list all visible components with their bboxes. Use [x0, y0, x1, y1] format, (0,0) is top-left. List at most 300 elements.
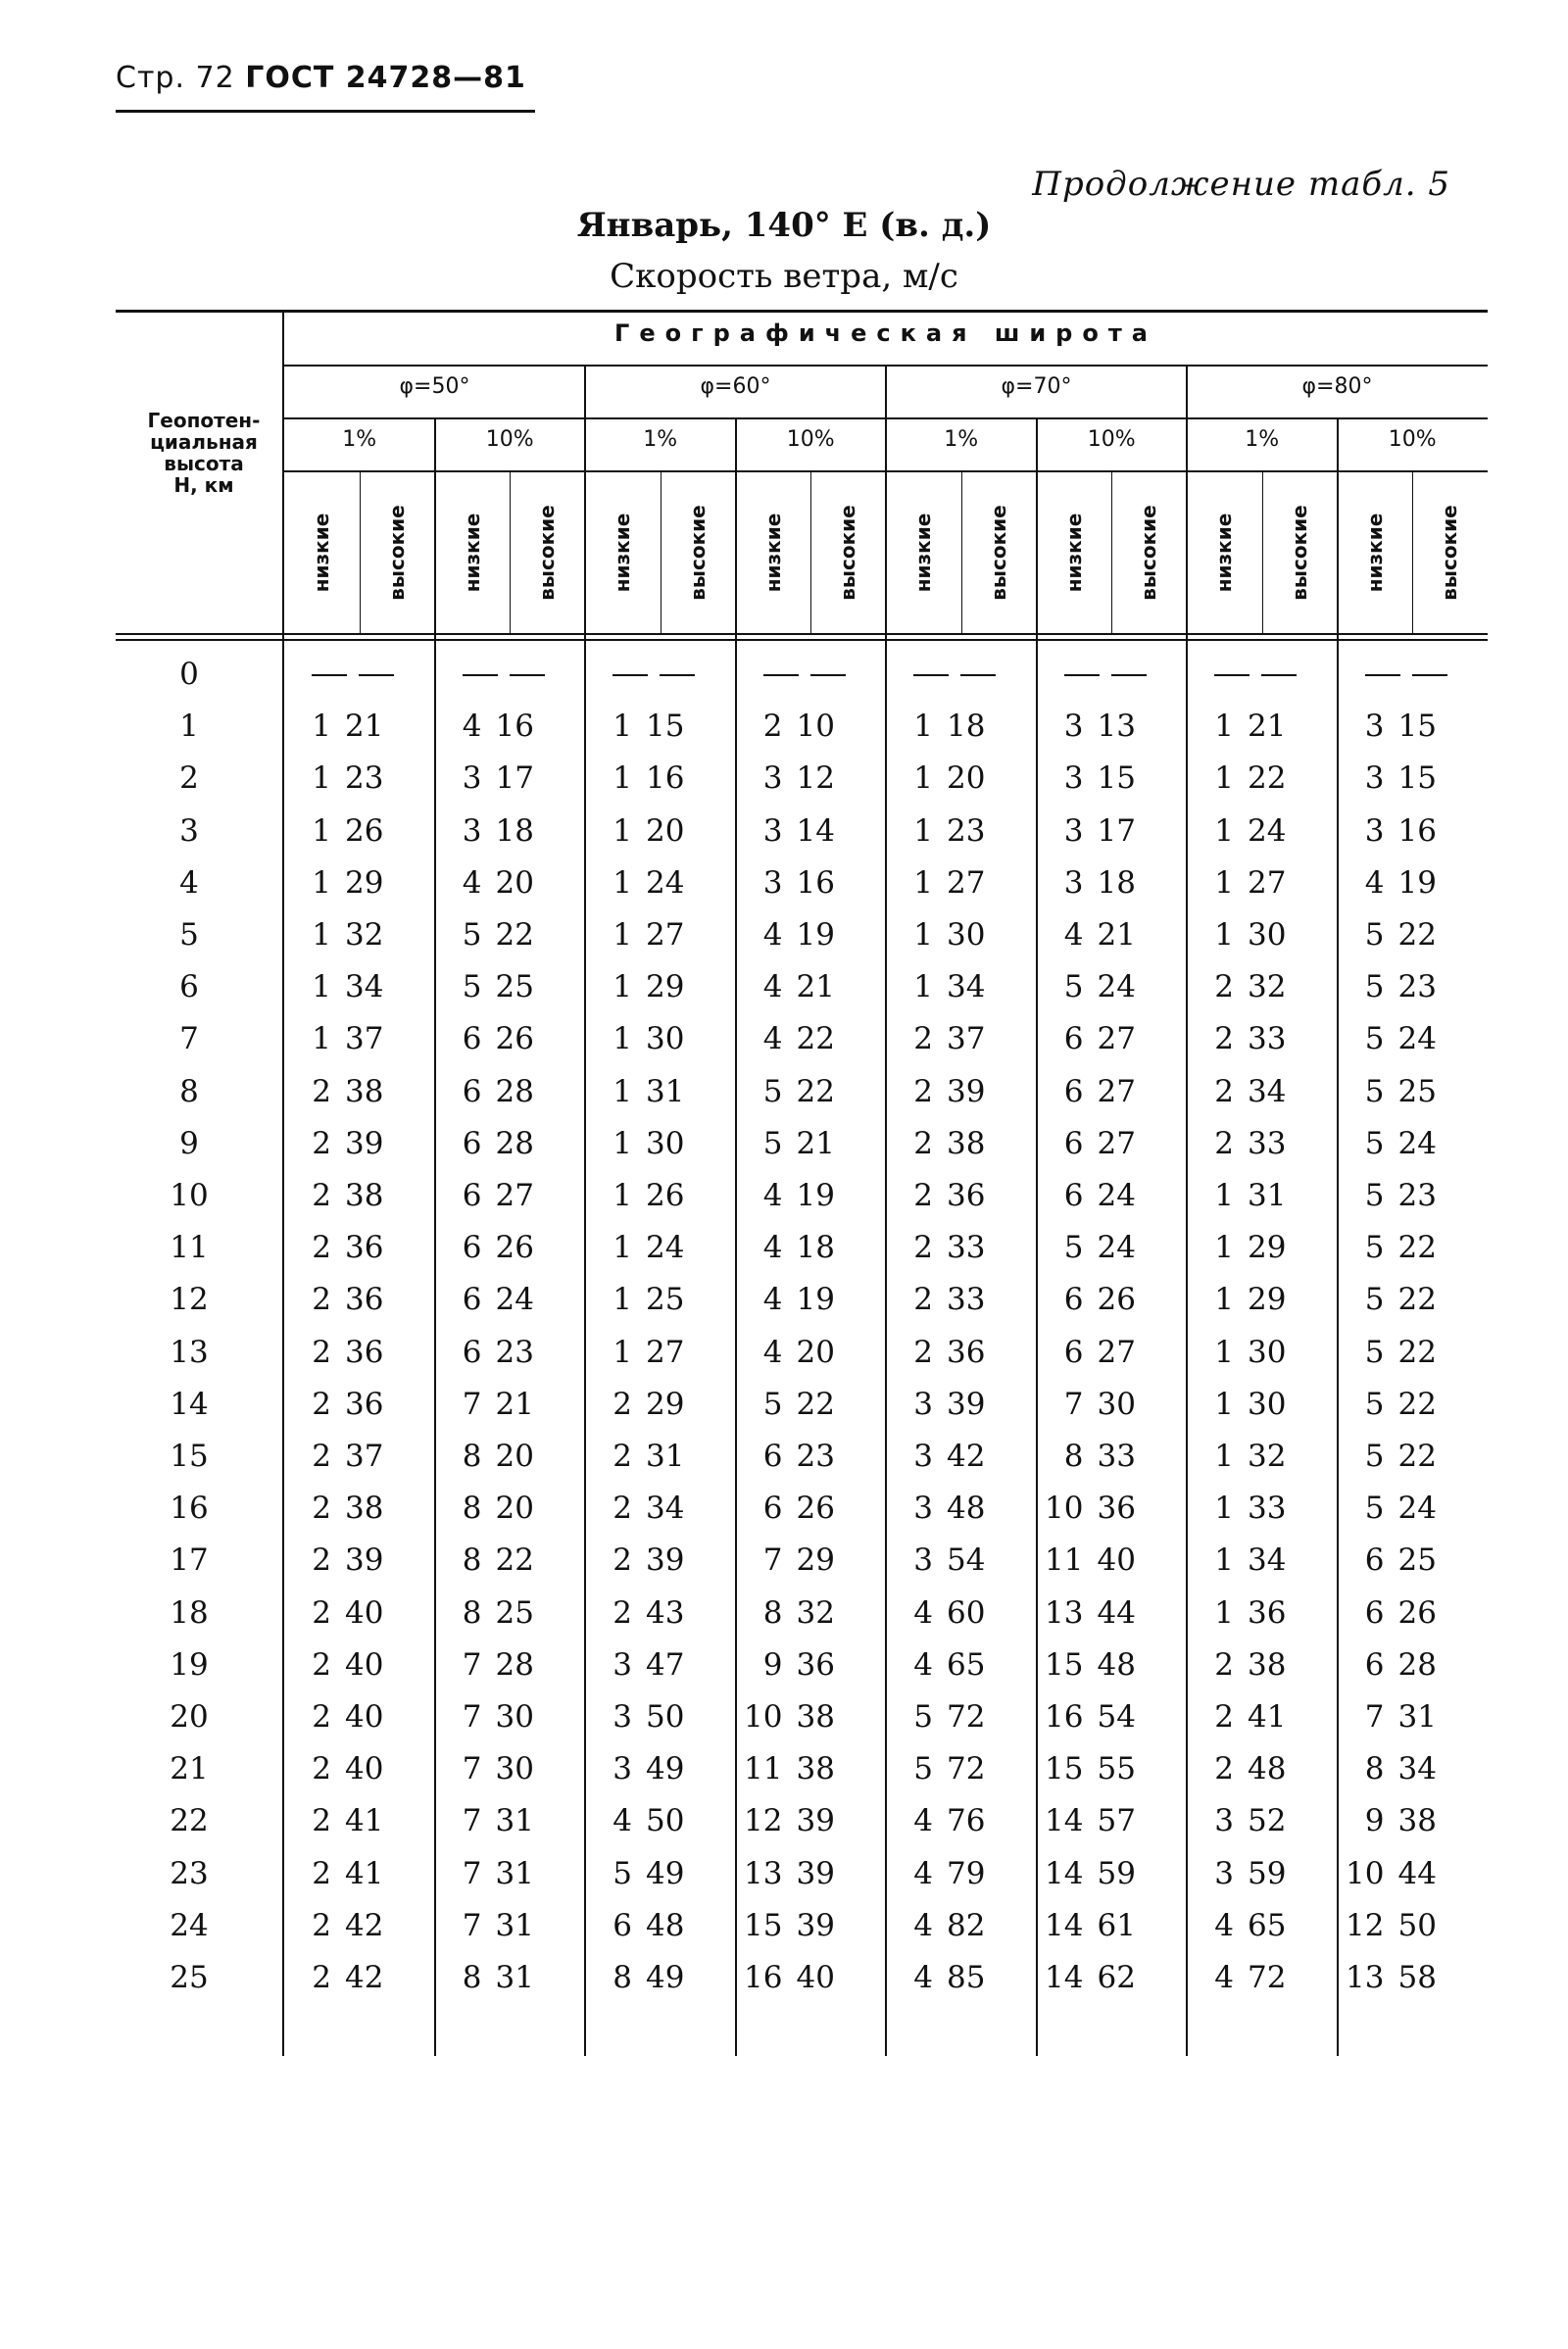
low-value: 3	[762, 760, 783, 797]
sublabel-low	[284, 474, 359, 631]
high-value: 34	[1397, 1751, 1437, 1787]
high-value: 24	[1097, 969, 1136, 1005]
high-value: 24	[1097, 1230, 1136, 1266]
high-value: 38	[947, 1125, 986, 1161]
height-value: 8	[179, 1073, 199, 1109]
low-value: 4	[462, 709, 482, 745]
high-value: 25	[1397, 1542, 1437, 1579]
high-value: 23	[345, 760, 384, 797]
high-value: 85	[947, 1960, 986, 1995]
low-value: 9	[1364, 1803, 1385, 1839]
high-value: 28	[1397, 1646, 1437, 1683]
low-value: 1	[312, 709, 331, 745]
height-value: 25	[170, 1960, 209, 1995]
high-value: 29	[1248, 1282, 1287, 1318]
low-value: 1	[1214, 1282, 1234, 1318]
high-value: 32	[796, 1594, 835, 1631]
low-value: 6	[462, 1021, 482, 1057]
header-bottom-rule	[116, 633, 1488, 635]
row-header-line: циальная	[150, 430, 258, 454]
row-header-height	[116, 410, 292, 496]
high-value: 22	[1248, 760, 1287, 797]
low-value: 2	[312, 1178, 331, 1213]
low-value: 5	[1063, 1230, 1084, 1266]
high-value: 32	[345, 917, 384, 953]
low-value: 1	[312, 969, 331, 1005]
high-value: 26	[1097, 1282, 1136, 1318]
high-value: 30	[1097, 1386, 1136, 1422]
high-value: 25	[495, 969, 534, 1005]
high-value: 72	[1248, 1960, 1287, 1995]
high-value: 33	[1248, 1491, 1287, 1527]
low-value: 2	[312, 1334, 331, 1370]
low-value: 6	[462, 1178, 482, 1213]
empty-value-dash	[1214, 674, 1250, 676]
sublabel-text: низкие	[1061, 513, 1086, 593]
high-value: 20	[947, 760, 986, 797]
high-value: 18	[1097, 864, 1136, 901]
low-value: 2	[612, 1594, 632, 1631]
high-value: 37	[345, 1021, 384, 1057]
latitude-label: φ=80°	[1301, 374, 1373, 399]
low-value: 8	[462, 1491, 482, 1527]
high-value: 29	[345, 864, 384, 901]
high-value: 54	[947, 1542, 986, 1579]
low-value: 6	[1063, 1282, 1084, 1318]
high-value: 19	[1397, 864, 1437, 901]
low-value: 6	[462, 1073, 482, 1109]
high-value: 27	[1097, 1073, 1136, 1109]
high-value: 27	[947, 864, 986, 901]
sublabel-text: низкие	[460, 513, 484, 593]
low-value: 5	[913, 1699, 933, 1735]
low-value: 1	[913, 812, 933, 849]
high-value: 19	[796, 917, 835, 953]
table-continuation-label: Продолжение табл. 5	[1032, 165, 1450, 204]
empty-value-dash	[1412, 674, 1447, 676]
high-value: 18	[495, 812, 534, 849]
low-value: 5	[762, 1386, 783, 1422]
empty-value-dash	[1365, 674, 1400, 676]
low-value: 6	[1364, 1542, 1385, 1579]
low-value: 2	[1214, 1699, 1234, 1735]
high-value: 21	[495, 1386, 534, 1422]
high-value: 25	[1397, 1073, 1437, 1109]
high-value: 26	[495, 1021, 534, 1057]
low-value: 12	[744, 1803, 783, 1839]
low-value: 2	[312, 1594, 331, 1631]
height-value: 10	[170, 1178, 209, 1213]
low-value: 5	[1364, 1282, 1385, 1318]
high-value: 38	[796, 1751, 835, 1787]
low-value: 12	[1346, 1907, 1385, 1943]
low-value: 6	[612, 1907, 632, 1943]
low-value: 1	[612, 1230, 632, 1266]
column-rule	[1036, 419, 1038, 2056]
high-value: 38	[796, 1699, 835, 1735]
low-value: 1	[612, 864, 632, 901]
high-value: 30	[947, 917, 986, 953]
high-value: 49	[646, 1751, 685, 1787]
low-value: 2	[1214, 1751, 1234, 1787]
low-value: 2	[312, 1230, 331, 1266]
high-value: 38	[345, 1073, 384, 1109]
low-value: 5	[913, 1751, 933, 1787]
low-value: 2	[312, 1960, 331, 1995]
low-value: 3	[612, 1751, 632, 1787]
low-value: 2	[312, 1646, 331, 1683]
latitude-label: φ=60°	[700, 374, 771, 399]
low-value: 10	[1346, 1855, 1385, 1891]
low-value: 7	[462, 1646, 482, 1683]
height-value: 17	[170, 1542, 209, 1579]
low-value: 11	[744, 1751, 783, 1787]
low-value: 4	[762, 1282, 783, 1318]
low-value: 2	[312, 1751, 331, 1787]
high-value: 32	[1248, 1439, 1287, 1474]
table-top-rule	[116, 310, 1488, 313]
sublabel-text: высокие	[1137, 505, 1161, 601]
height-value: 4	[179, 864, 199, 901]
high-value: 15	[646, 709, 685, 745]
low-value: 4	[762, 1178, 783, 1213]
low-value: 5	[1364, 1021, 1385, 1057]
high-value: 42	[345, 1907, 384, 1943]
high-value: 50	[1397, 1907, 1437, 1943]
high-value: 30	[1248, 1334, 1287, 1370]
high-value: 27	[1097, 1125, 1136, 1161]
high-value: 21	[796, 1125, 835, 1161]
low-value: 6	[1063, 1021, 1084, 1057]
low-value: 5	[462, 969, 482, 1005]
header-rule	[116, 110, 535, 113]
low-value: 2	[913, 1178, 933, 1213]
high-value: 22	[1397, 917, 1437, 953]
low-value: 3	[1063, 812, 1084, 849]
high-value: 30	[495, 1751, 534, 1787]
high-value: 34	[1248, 1073, 1287, 1109]
high-value: 39	[796, 1907, 835, 1943]
standard-number: ГОСТ 24728—81	[245, 61, 526, 95]
high-value: 22	[495, 1542, 534, 1579]
height-value: 3	[179, 812, 199, 849]
sublabel-text: высокие	[1438, 505, 1462, 601]
high-value: 26	[796, 1491, 835, 1527]
sublabel-text: низкие	[1362, 513, 1387, 593]
low-value: 5	[762, 1125, 783, 1161]
high-value: 37	[345, 1439, 384, 1474]
high-value: 27	[646, 917, 685, 953]
high-value: 82	[947, 1907, 986, 1943]
high-value: 39	[345, 1542, 384, 1579]
low-value: 1	[612, 1073, 632, 1109]
low-value: 5	[1364, 1178, 1385, 1213]
high-value: 65	[1248, 1907, 1287, 1943]
high-value: 22	[1397, 1282, 1437, 1318]
height-value: 14	[170, 1386, 209, 1422]
high-value: 79	[947, 1855, 986, 1891]
low-value: 5	[1364, 1491, 1385, 1527]
sublabel-text: низкие	[611, 513, 634, 593]
high-value: 28	[495, 1073, 534, 1109]
low-value: 5	[612, 1855, 632, 1891]
high-value: 40	[345, 1699, 384, 1735]
high-value: 31	[1397, 1699, 1437, 1735]
high-value: 18	[947, 709, 986, 745]
high-value: 57	[1097, 1803, 1136, 1839]
high-value: 31	[646, 1439, 685, 1474]
high-value: 76	[947, 1803, 986, 1839]
height-value: 12	[170, 1282, 209, 1318]
low-value: 1	[913, 760, 933, 797]
low-value: 1	[612, 1178, 632, 1213]
sublabel-low	[585, 474, 660, 631]
low-value: 1	[312, 760, 331, 797]
high-value: 62	[1097, 1960, 1136, 1995]
high-value: 41	[345, 1855, 384, 1891]
low-value: 13	[1346, 1960, 1385, 1995]
percent-label: 1%	[342, 427, 377, 452]
high-value: 49	[646, 1960, 685, 1995]
low-value: 10	[1045, 1491, 1084, 1527]
low-value: 6	[462, 1125, 482, 1161]
low-value: 2	[913, 1282, 933, 1318]
high-value: 23	[796, 1439, 835, 1474]
high-value: 50	[646, 1699, 685, 1735]
low-value: 1	[1214, 709, 1234, 745]
low-value: 1	[1214, 1491, 1234, 1527]
table-subtitle: Скорость ветра, м/с	[610, 257, 958, 296]
low-value: 6	[1063, 1073, 1084, 1109]
low-value: 2	[913, 1021, 933, 1057]
high-value: 30	[1248, 1386, 1287, 1422]
low-value: 2	[1214, 1646, 1234, 1683]
low-value: 2	[913, 1230, 933, 1266]
high-value: 24	[1097, 1178, 1136, 1213]
sublabel-low	[435, 474, 510, 631]
percent-label: 10%	[1388, 427, 1437, 452]
low-value: 10	[744, 1699, 783, 1735]
sublabel-text: высокие	[836, 505, 860, 601]
high-value: 34	[345, 969, 384, 1005]
low-value: 2	[312, 1491, 331, 1527]
low-value: 2	[1214, 1021, 1234, 1057]
high-value: 24	[495, 1282, 534, 1318]
high-value: 36	[1248, 1594, 1287, 1631]
height-value: 22	[170, 1803, 209, 1839]
low-value: 3	[913, 1542, 933, 1579]
low-value: 2	[312, 1803, 331, 1839]
low-value: 4	[913, 1907, 933, 1943]
low-value: 4	[762, 1334, 783, 1370]
high-value: 29	[646, 969, 685, 1005]
low-value: 6	[462, 1230, 482, 1266]
low-value: 3	[612, 1646, 632, 1683]
empty-value-dash	[913, 674, 949, 676]
low-value: 1	[1214, 917, 1234, 953]
high-value: 19	[796, 1178, 835, 1213]
low-value: 7	[1364, 1699, 1385, 1735]
high-value: 34	[947, 969, 986, 1005]
height-value: 6	[179, 969, 199, 1005]
low-value: 8	[462, 1960, 482, 1995]
high-value: 33	[947, 1282, 986, 1318]
high-value: 36	[796, 1646, 835, 1683]
height-value: 16	[170, 1491, 209, 1527]
low-value: 6	[1364, 1646, 1385, 1683]
high-value: 72	[947, 1699, 986, 1735]
high-value: 27	[1248, 864, 1287, 901]
high-value: 34	[646, 1491, 685, 1527]
low-value: 1	[1214, 1542, 1234, 1579]
low-value: 8	[462, 1542, 482, 1579]
low-value: 8	[762, 1594, 783, 1631]
high-value: 23	[1397, 1178, 1437, 1213]
low-value: 3	[1063, 864, 1084, 901]
high-value: 31	[1248, 1178, 1287, 1213]
high-value: 54	[1097, 1699, 1136, 1735]
high-value: 61	[1097, 1907, 1136, 1943]
low-value: 5	[1364, 1230, 1385, 1266]
high-value: 38	[1397, 1803, 1437, 1839]
low-value: 3	[762, 812, 783, 849]
low-value: 6	[462, 1334, 482, 1370]
height-value: 15	[170, 1439, 209, 1474]
low-value: 3	[462, 760, 482, 797]
sublabel-low	[736, 474, 810, 631]
low-value: 3	[762, 864, 783, 901]
sublabel-high	[810, 474, 885, 631]
low-value: 7	[462, 1699, 482, 1735]
high-value: 39	[796, 1803, 835, 1839]
low-value: 1	[312, 1021, 331, 1057]
low-value: 4	[1063, 917, 1084, 953]
low-value: 2	[913, 1073, 933, 1109]
low-value: 7	[462, 1751, 482, 1787]
low-value: 7	[462, 1907, 482, 1943]
low-value: 2	[612, 1439, 632, 1474]
low-value: 4	[913, 1803, 933, 1839]
sublabel-high	[360, 474, 434, 631]
low-value: 6	[762, 1439, 783, 1474]
sublabel-text: низкие	[310, 513, 333, 593]
row-header-line: высота	[164, 452, 244, 475]
sublabel-text: высокие	[535, 505, 560, 601]
low-value: 4	[762, 969, 783, 1005]
low-value: 13	[1045, 1594, 1084, 1631]
low-value: 1	[913, 917, 933, 953]
low-value: 2	[312, 1699, 331, 1735]
low-value: 13	[744, 1855, 783, 1891]
high-value: 22	[1397, 1334, 1437, 1370]
sublabel-text: высокие	[685, 505, 710, 601]
high-value: 16	[495, 709, 534, 745]
high-value: 12	[796, 760, 835, 797]
percent-label: 10%	[786, 427, 835, 452]
high-value: 21	[1248, 709, 1287, 745]
low-value: 5	[1364, 969, 1385, 1005]
high-value: 26	[345, 812, 384, 849]
low-value: 1	[312, 864, 331, 901]
low-value: 4	[762, 1021, 783, 1057]
low-value: 2	[312, 1542, 331, 1579]
sublabel-high	[961, 474, 1036, 631]
low-value: 8	[1364, 1751, 1385, 1787]
high-value: 52	[1248, 1803, 1287, 1839]
high-value: 16	[1397, 812, 1437, 849]
low-value: 1	[1214, 1334, 1234, 1370]
high-value: 29	[796, 1542, 835, 1579]
high-value: 27	[495, 1178, 534, 1213]
low-value: 2	[312, 1282, 331, 1318]
low-value: 3	[612, 1699, 632, 1735]
high-value: 65	[947, 1646, 986, 1683]
low-value: 3	[1063, 760, 1084, 797]
high-value: 24	[1397, 1491, 1437, 1527]
high-value: 31	[495, 1855, 534, 1891]
empty-value-dash	[810, 674, 846, 676]
high-value: 44	[1397, 1855, 1437, 1891]
low-value: 1	[1214, 812, 1234, 849]
low-value: 14	[1045, 1855, 1084, 1891]
high-value: 36	[345, 1334, 384, 1370]
high-value: 40	[796, 1960, 835, 1995]
high-value: 36	[947, 1334, 986, 1370]
sublabel-text: низкие	[911, 513, 935, 593]
high-value: 23	[1397, 969, 1437, 1005]
high-value: 18	[796, 1230, 835, 1266]
high-value: 42	[345, 1960, 384, 1995]
high-value: 15	[1097, 760, 1136, 797]
low-value: 7	[1063, 1386, 1084, 1422]
high-value: 42	[947, 1439, 986, 1474]
low-value: 11	[1045, 1542, 1084, 1579]
low-value: 1	[612, 709, 632, 745]
low-value: 2	[312, 1439, 331, 1474]
low-value: 2	[913, 1334, 933, 1370]
low-value: 5	[1364, 1386, 1385, 1422]
low-value: 4	[612, 1803, 632, 1839]
height-value: 23	[170, 1855, 209, 1891]
high-value: 34	[1248, 1542, 1287, 1579]
high-value: 22	[495, 917, 534, 953]
height-value: 2	[179, 760, 199, 797]
sublabel-high	[661, 474, 735, 631]
high-value: 36	[345, 1282, 384, 1318]
high-value: 36	[345, 1386, 384, 1422]
high-value: 33	[1097, 1439, 1136, 1474]
low-value: 1	[612, 1125, 632, 1161]
low-value: 1	[612, 812, 632, 849]
height-value: 7	[179, 1021, 199, 1057]
high-value: 36	[345, 1230, 384, 1266]
low-value: 4	[762, 917, 783, 953]
low-value: 2	[312, 1073, 331, 1109]
low-value: 4	[913, 1646, 933, 1683]
high-value: 26	[1397, 1594, 1437, 1631]
low-value: 7	[462, 1855, 482, 1891]
high-value: 59	[1097, 1855, 1136, 1891]
low-value: 4	[1214, 1907, 1234, 1943]
empty-value-dash	[312, 674, 347, 676]
high-value: 22	[796, 1386, 835, 1422]
height-value: 20	[170, 1699, 209, 1735]
high-value: 59	[1248, 1855, 1287, 1891]
high-value: 25	[646, 1282, 685, 1318]
high-value: 39	[947, 1386, 986, 1422]
low-value: 2	[312, 1386, 331, 1422]
column-rule	[434, 419, 436, 2056]
